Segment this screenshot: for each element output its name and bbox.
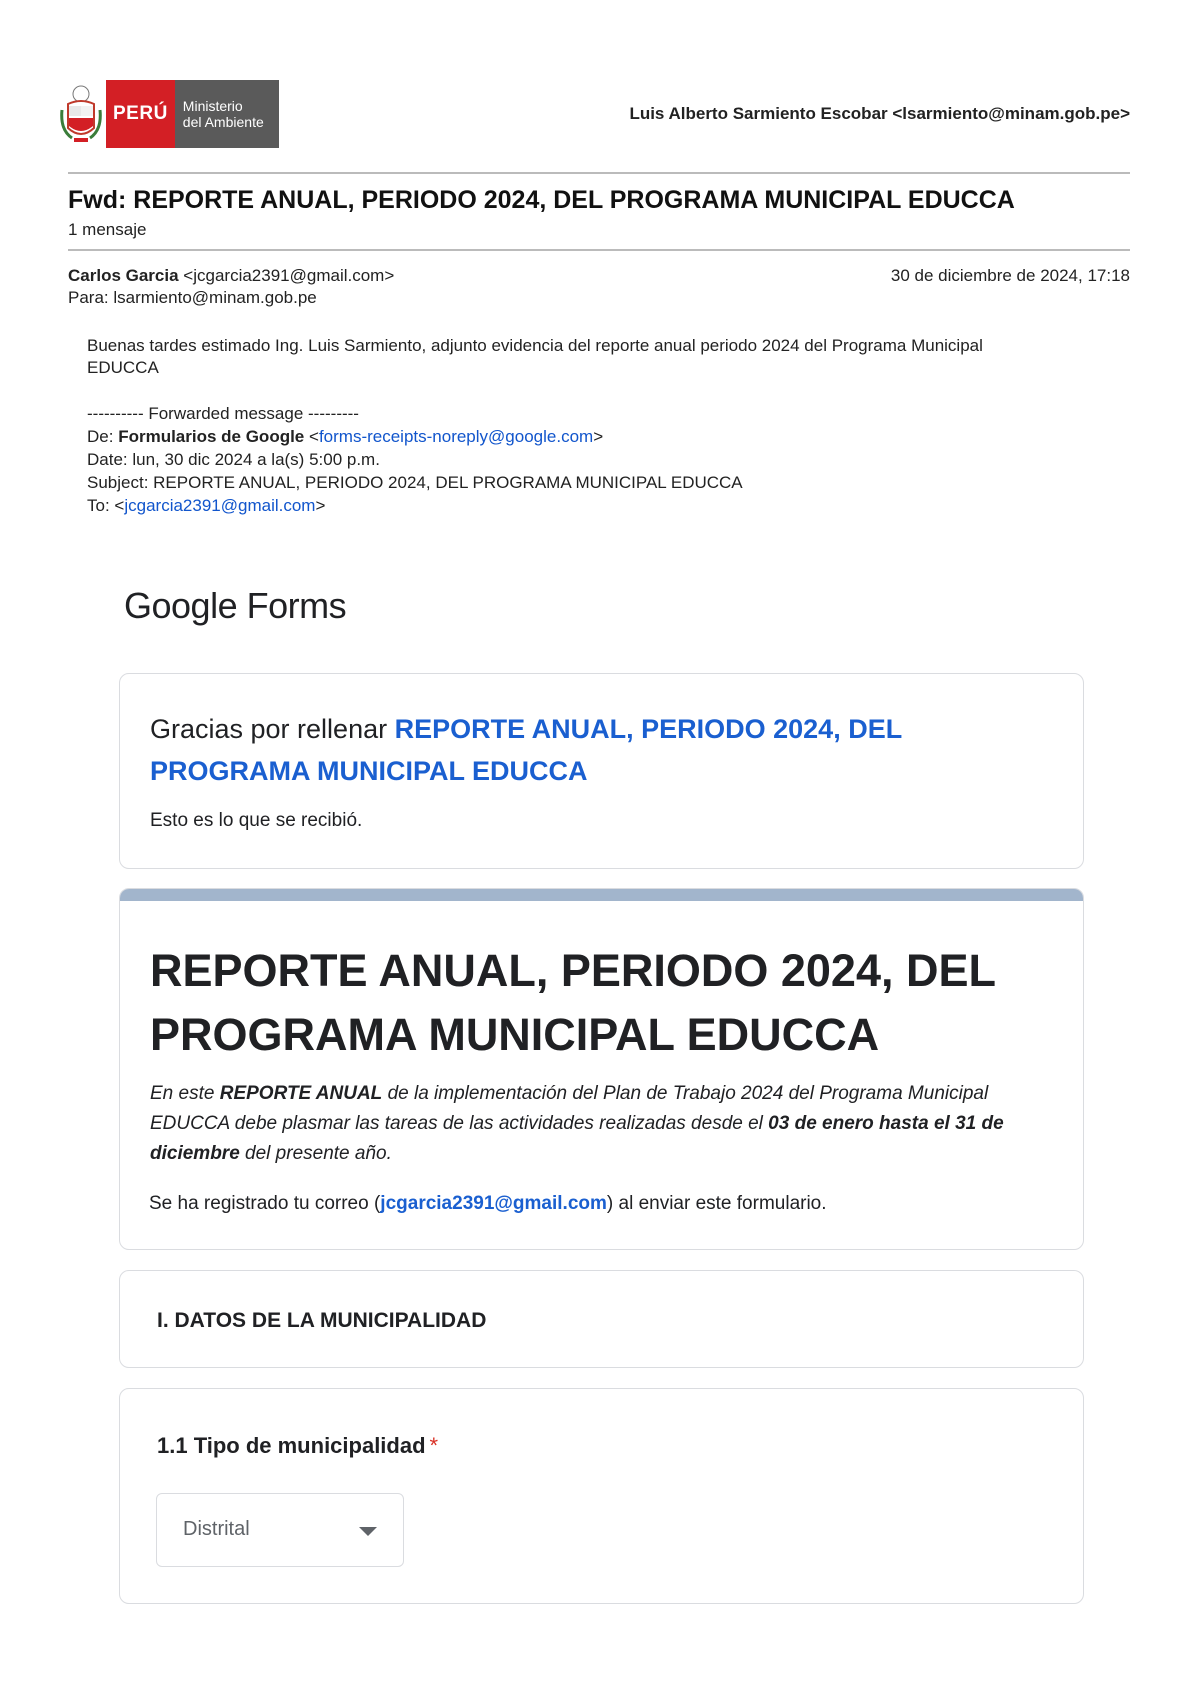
form-description xyxy=(150,1079,1060,1169)
email-note-prefix: Se ha registrado tu correo ( xyxy=(149,1193,381,1214)
form-name-link[interactable]: REPORTE ANUAL, PERIODO 2024, DEL PROGRAMA MUNICIPAL EDUCCA xyxy=(150,714,902,786)
desc-bold1: REPORTE ANUAL xyxy=(219,1083,383,1104)
desc-part2: de la implementación del Plan de Trabajo 2024 del Programa Municipal EDUCCA debe plasmar las tareas de las actividades realizadas desde el xyxy=(150,1083,989,1134)
received-note: Esto es lo que se recibió. xyxy=(150,810,363,831)
thanks-message xyxy=(150,708,1030,792)
forward-to-email-link[interactable]: jcgarcia2391@gmail.com xyxy=(124,496,316,515)
question-title xyxy=(157,1433,438,1459)
form-title: REPORTE ANUAL, PERIODO 2024, DEL PROGRAMA MUNICIPAL EDUCCA xyxy=(150,945,996,1060)
forward-subject: Subject: REPORTE ANUAL, PERIODO 2024, DEL PROGRAMA MUNICIPAL EDUCCA xyxy=(87,473,743,492)
forms-wordmark: Forms xyxy=(237,585,347,626)
peru-coat-of-arms-icon xyxy=(60,80,102,148)
dropdown-arrow-icon xyxy=(359,1527,377,1536)
desc-part1: En este xyxy=(150,1083,220,1104)
select-value: Distrital xyxy=(183,1518,250,1540)
email-note-suffix: ) al enviar este formulario. xyxy=(606,1193,827,1214)
sender-email: <jcgarcia2391@gmail.com> xyxy=(183,266,395,285)
email-registered-note xyxy=(149,1193,827,1215)
email-to: Para: lsarmiento@minam.gob.pe xyxy=(68,288,317,307)
forward-from: De: Formularios de Google <forms-receipts-noreply@google.com> xyxy=(87,427,604,446)
section-card xyxy=(119,1270,1084,1368)
desc-part3: del presente año. xyxy=(239,1143,392,1164)
logo-ministry-line1: Ministerio xyxy=(182,98,243,114)
message-count: 1 mensaje xyxy=(68,220,147,239)
question-card xyxy=(119,1388,1084,1604)
forward-from-label: De: xyxy=(87,427,119,446)
forward-from-email-link[interactable]: forms-receipts-noreply@google.com xyxy=(318,427,594,446)
thanks-prefix: Gracias por rellenar xyxy=(150,714,395,744)
logo-ministry xyxy=(175,80,279,148)
logo-ministry-line2: del Ambiente xyxy=(182,114,264,130)
forwarded-header xyxy=(87,402,743,517)
email-body: Buenas tardes estimado Ing. Luis Sarmiento, adjunto evidencia del reporte anual periodo 2024 del Programa Municipal EDUCCA xyxy=(87,336,983,377)
email-header xyxy=(60,80,1130,150)
section-title: I. DATOS DE LA MUNICIPALIDAD xyxy=(157,1309,487,1332)
forward-from-name: Formularios de Google xyxy=(118,427,305,446)
google-wordmark: Google xyxy=(124,585,238,626)
question-label: 1.1 Tipo de municipalidad xyxy=(157,1433,426,1458)
forward-to: To: <jcgarcia2391@gmail.com> xyxy=(87,496,326,515)
forward-date: Date: lun, 30 dic 2024 a la(s) 5:00 p.m. xyxy=(87,450,380,469)
google-forms-logo xyxy=(124,585,346,627)
desc-bold2: 03 de enero hasta el 31 de diciembre xyxy=(150,1113,1004,1164)
form-header-card xyxy=(119,888,1084,1250)
divider xyxy=(68,249,1130,251)
forward-separator: ---------- Forwarded message --------- xyxy=(87,404,359,423)
sender-name: Carlos Garcia xyxy=(68,266,179,285)
minam-logo xyxy=(60,80,279,148)
divider xyxy=(68,172,1130,174)
account-recipient: Luis Alberto Sarmiento Escobar <lsarmiento@minam.gob.pe> xyxy=(629,104,1130,123)
logo-country: PERÚ xyxy=(106,80,175,148)
required-mark: * xyxy=(429,1433,439,1458)
thanks-card xyxy=(119,673,1084,869)
email-date: 30 de diciembre de 2024, 17:18 xyxy=(890,266,1130,285)
municipality-type-select[interactable] xyxy=(156,1493,404,1567)
email-subject: Fwd: REPORTE ANUAL, PERIODO 2024, DEL PROGRAMA MUNICIPAL EDUCCA xyxy=(68,186,1015,214)
registered-email: jcgarcia2391@gmail.com xyxy=(380,1193,607,1214)
sender-line xyxy=(68,266,394,286)
form-accent-bar xyxy=(120,889,1083,901)
forward-to-label: To: xyxy=(87,496,115,515)
